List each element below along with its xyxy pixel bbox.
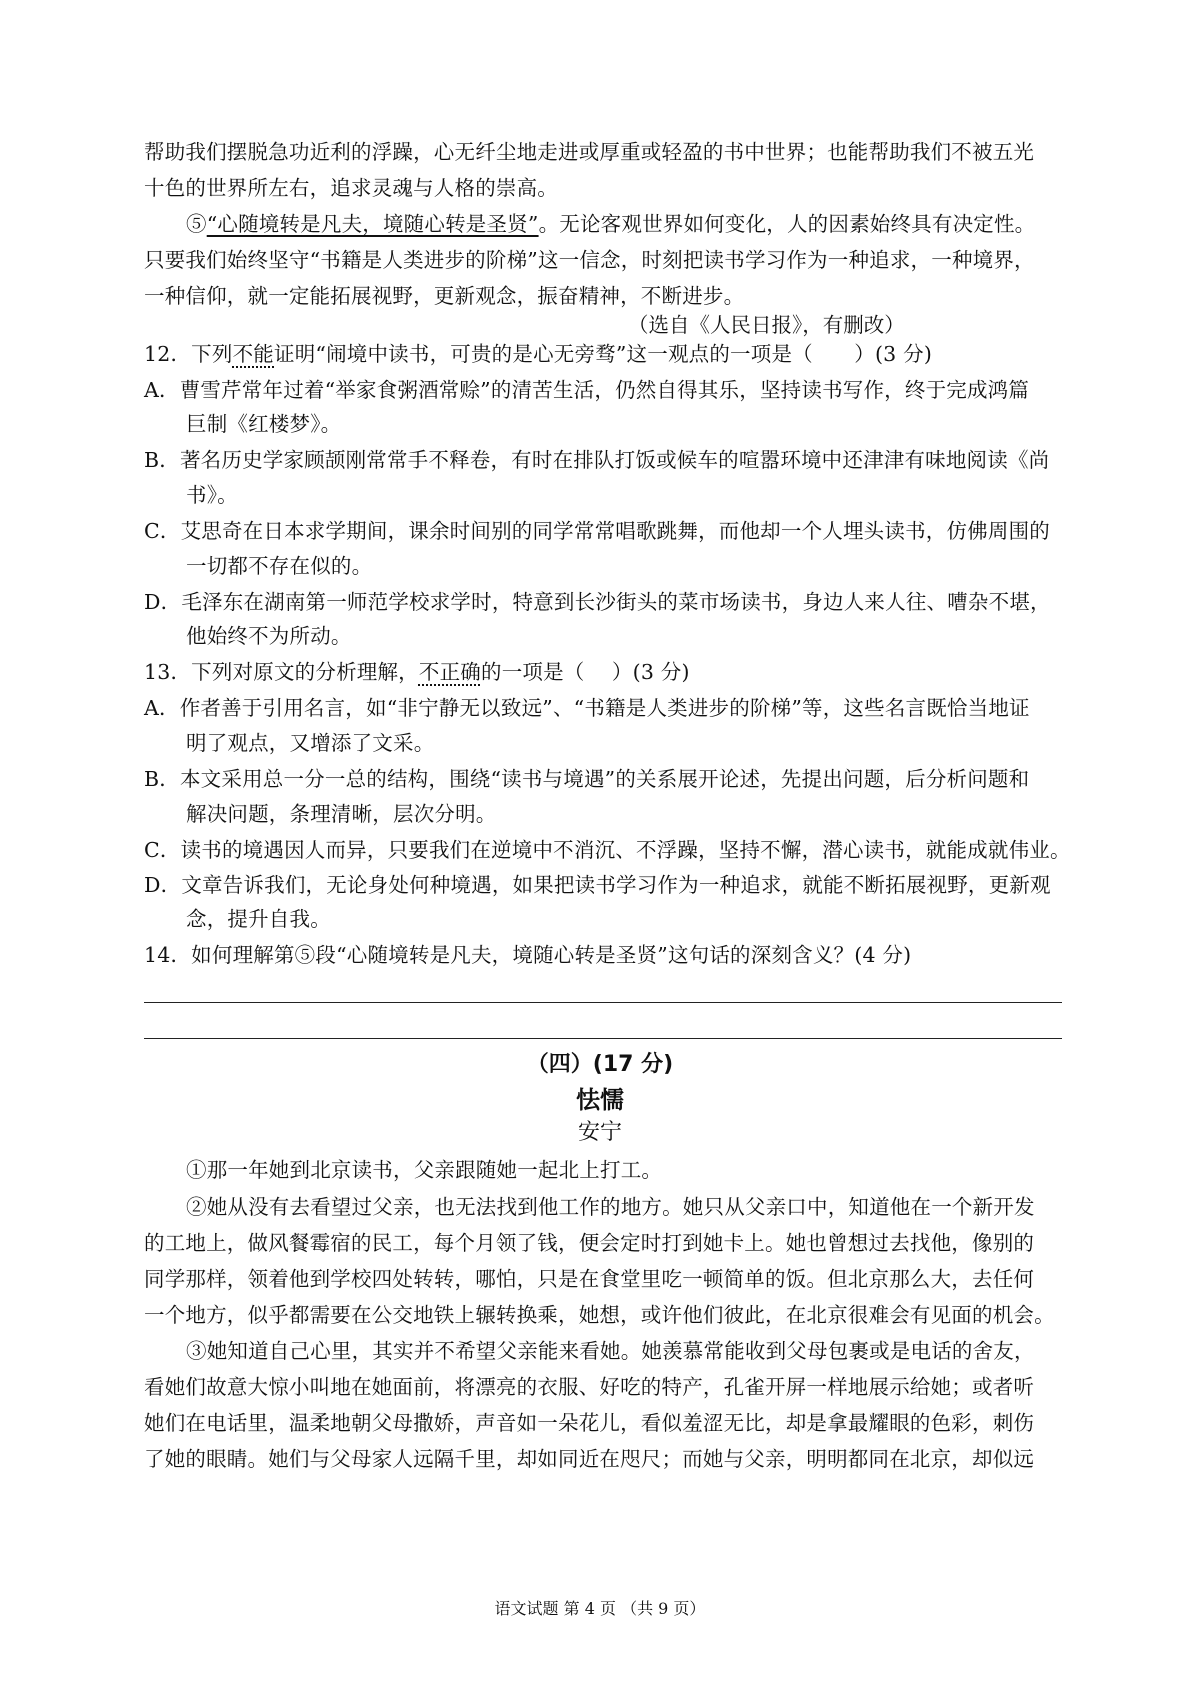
option-b: B．本文采用总一分一总的结构，围绕“读书与境遇”的关系展开论述，先提出问题，后分析问题和 bbox=[144, 767, 1030, 791]
option-b-cont: 书》。 bbox=[186, 483, 238, 507]
question-12 bbox=[144, 340, 1064, 368]
question-text: 证明“闹境中读书，可贵的是心无旁骛”这一观点的一项是（ ）(3 分) bbox=[274, 342, 933, 366]
answer-line[interactable] bbox=[144, 1038, 1062, 1039]
paragraph-text: 。无论客观世界如何变化，人的因素始终具有决定性。 bbox=[538, 212, 1036, 236]
option-a: A．作者善于引用名言，如“非宁静无以致远”、“书籍是人类进步的阶梯”等，这些名言既恰当地证 bbox=[144, 696, 1030, 720]
paragraph-number: ⑤ bbox=[186, 212, 207, 236]
article-author: 安宁 bbox=[577, 1120, 622, 1145]
source-citation: （选自《人民日报》，有删改） bbox=[628, 313, 905, 337]
paragraph-line: 了她的眼睛。她们与父母家人远隔千里，却如同近在咫尺；而她与父亲，明明都同在北京，却似远 bbox=[144, 1447, 1035, 1471]
paragraph-1: ①那一年她到北京读书，父亲跟随她一起北上打工。 bbox=[186, 1158, 663, 1182]
answer-line[interactable] bbox=[144, 1002, 1062, 1003]
option-b: B．著名历史学家顾颉刚常常手不释卷，有时在排队打饭或候车的喧嚣环境中还津津有味地阅读《尚 bbox=[144, 448, 1050, 472]
paragraph-line: 她们在电话里，温柔地朝父母撒娇，声音如一朵花儿，看似羞涩无比，却是拿最耀眼的色彩，刺伤 bbox=[144, 1411, 1035, 1435]
passage-line: 十色的世界所左右，追求灵魂与人格的崇高。 bbox=[144, 176, 558, 200]
question-text: 的一项是（ ）(3 分) bbox=[481, 660, 690, 684]
passage-line: 一种信仰，就一定能拓展视野，更新观念，振奋精神，不断进步。 bbox=[144, 284, 745, 308]
paragraph-line: 的工地上，做风餐霉宿的民工，每个月领了钱，便会定时打到她卡上。她也曾想过去找他，像别的 bbox=[144, 1231, 1035, 1255]
option-c: C．艾思奇在日本求学期间，课余时间别的同学常常唱歌跳舞，而他却一个人埋头读书，仿佛周围的 bbox=[144, 519, 1050, 543]
option-a: A．曹雪芹常年过着“举家食粥酒常赊”的清苦生活，仍然自得其乐，坚持读书写作，终于完成鸿篇 bbox=[144, 378, 1030, 402]
passage-line: 帮助我们摆脱急功近利的浮躁，心无纤尘地走进或厚重或轻盈的书中世界；也能帮助我们不被五光 bbox=[144, 140, 1035, 164]
section-heading: （四）(17 分) bbox=[526, 1052, 674, 1077]
paragraph-line: 看她们故意大惊小叫地在她面前，将漂亮的衣服、好吃的特产，孔雀开屏一样地展示给她；或者听 bbox=[144, 1375, 1035, 1399]
passage-line: 只要我们始终坚守“书籍是人类进步的阶梯”这一信念，时刻把读书学习作为一种追求，一种境界， bbox=[144, 248, 1035, 272]
option-d-cont: 他始终不为所动。 bbox=[186, 624, 352, 648]
option-d-cont: 念，提升自我。 bbox=[186, 907, 331, 931]
question-text: 13．下列对原文的分析理解， bbox=[144, 660, 419, 684]
question-text: 12．下列 bbox=[144, 342, 233, 366]
option-d: D．毛泽东在湖南第一师范学校求学时，特意到长沙街头的菜市场读书，身边人来人往、嘈杂不堪， bbox=[144, 590, 1051, 614]
question-14: 14．如何理解第⑤段“心随境转是凡夫，境随心转是圣贤”这句话的深刻含义？(4 分) bbox=[144, 943, 912, 967]
emphasized-word: 不正确 bbox=[418, 660, 481, 684]
question-13 bbox=[144, 658, 1064, 686]
paragraph-5 bbox=[186, 210, 1106, 238]
option-a-cont: 明了观点，又增添了文采。 bbox=[186, 731, 435, 755]
paragraph-line: 同学那样，领着他到学校四处转转，哪怕，只是在食堂里吃一顿简单的饭。但北京那么大，去任何 bbox=[144, 1267, 1035, 1291]
paragraph-3: ③她知道自己心里，其实并不希望父亲能来看她。她羡慕常能收到父母包裹或是电话的舍友， bbox=[186, 1339, 1035, 1363]
emphasized-word: 不能 bbox=[232, 342, 274, 366]
page-footer: 语文试题 第 4 页 （共 9 页） bbox=[494, 1599, 706, 1618]
quoted-sentence: “心随境转是凡夫，境随心转是圣贤” bbox=[206, 212, 539, 236]
paragraph-2: ②她从没有去看望过父亲，也无法找到他工作的地方。她只从父亲口中，知道他在一个新开发 bbox=[186, 1195, 1035, 1219]
option-b-cont: 解决问题，条理清晰，层次分明。 bbox=[186, 802, 497, 826]
option-d: D．文章告诉我们，无论身处何种境遇，如果把读书学习作为一种追求，就能不断拓展视野，更新观 bbox=[144, 873, 1051, 897]
option-a-cont: 巨制《红楼梦》。 bbox=[186, 412, 342, 436]
option-c-cont: 一切都不存在似的。 bbox=[186, 554, 373, 578]
article-title: 怯懦 bbox=[576, 1086, 624, 1114]
paragraph-line: 一个地方，似乎都需要在公交地铁上辗转换乘，她想，或许他们彼此，在北京很难会有见面的机会。 bbox=[144, 1303, 1055, 1327]
option-c: C．读书的境遇因人而异，只要我们在逆境中不消沉、不浮躁，坚持不懈，潜心读书，就能成就伟业。 bbox=[144, 838, 1071, 862]
